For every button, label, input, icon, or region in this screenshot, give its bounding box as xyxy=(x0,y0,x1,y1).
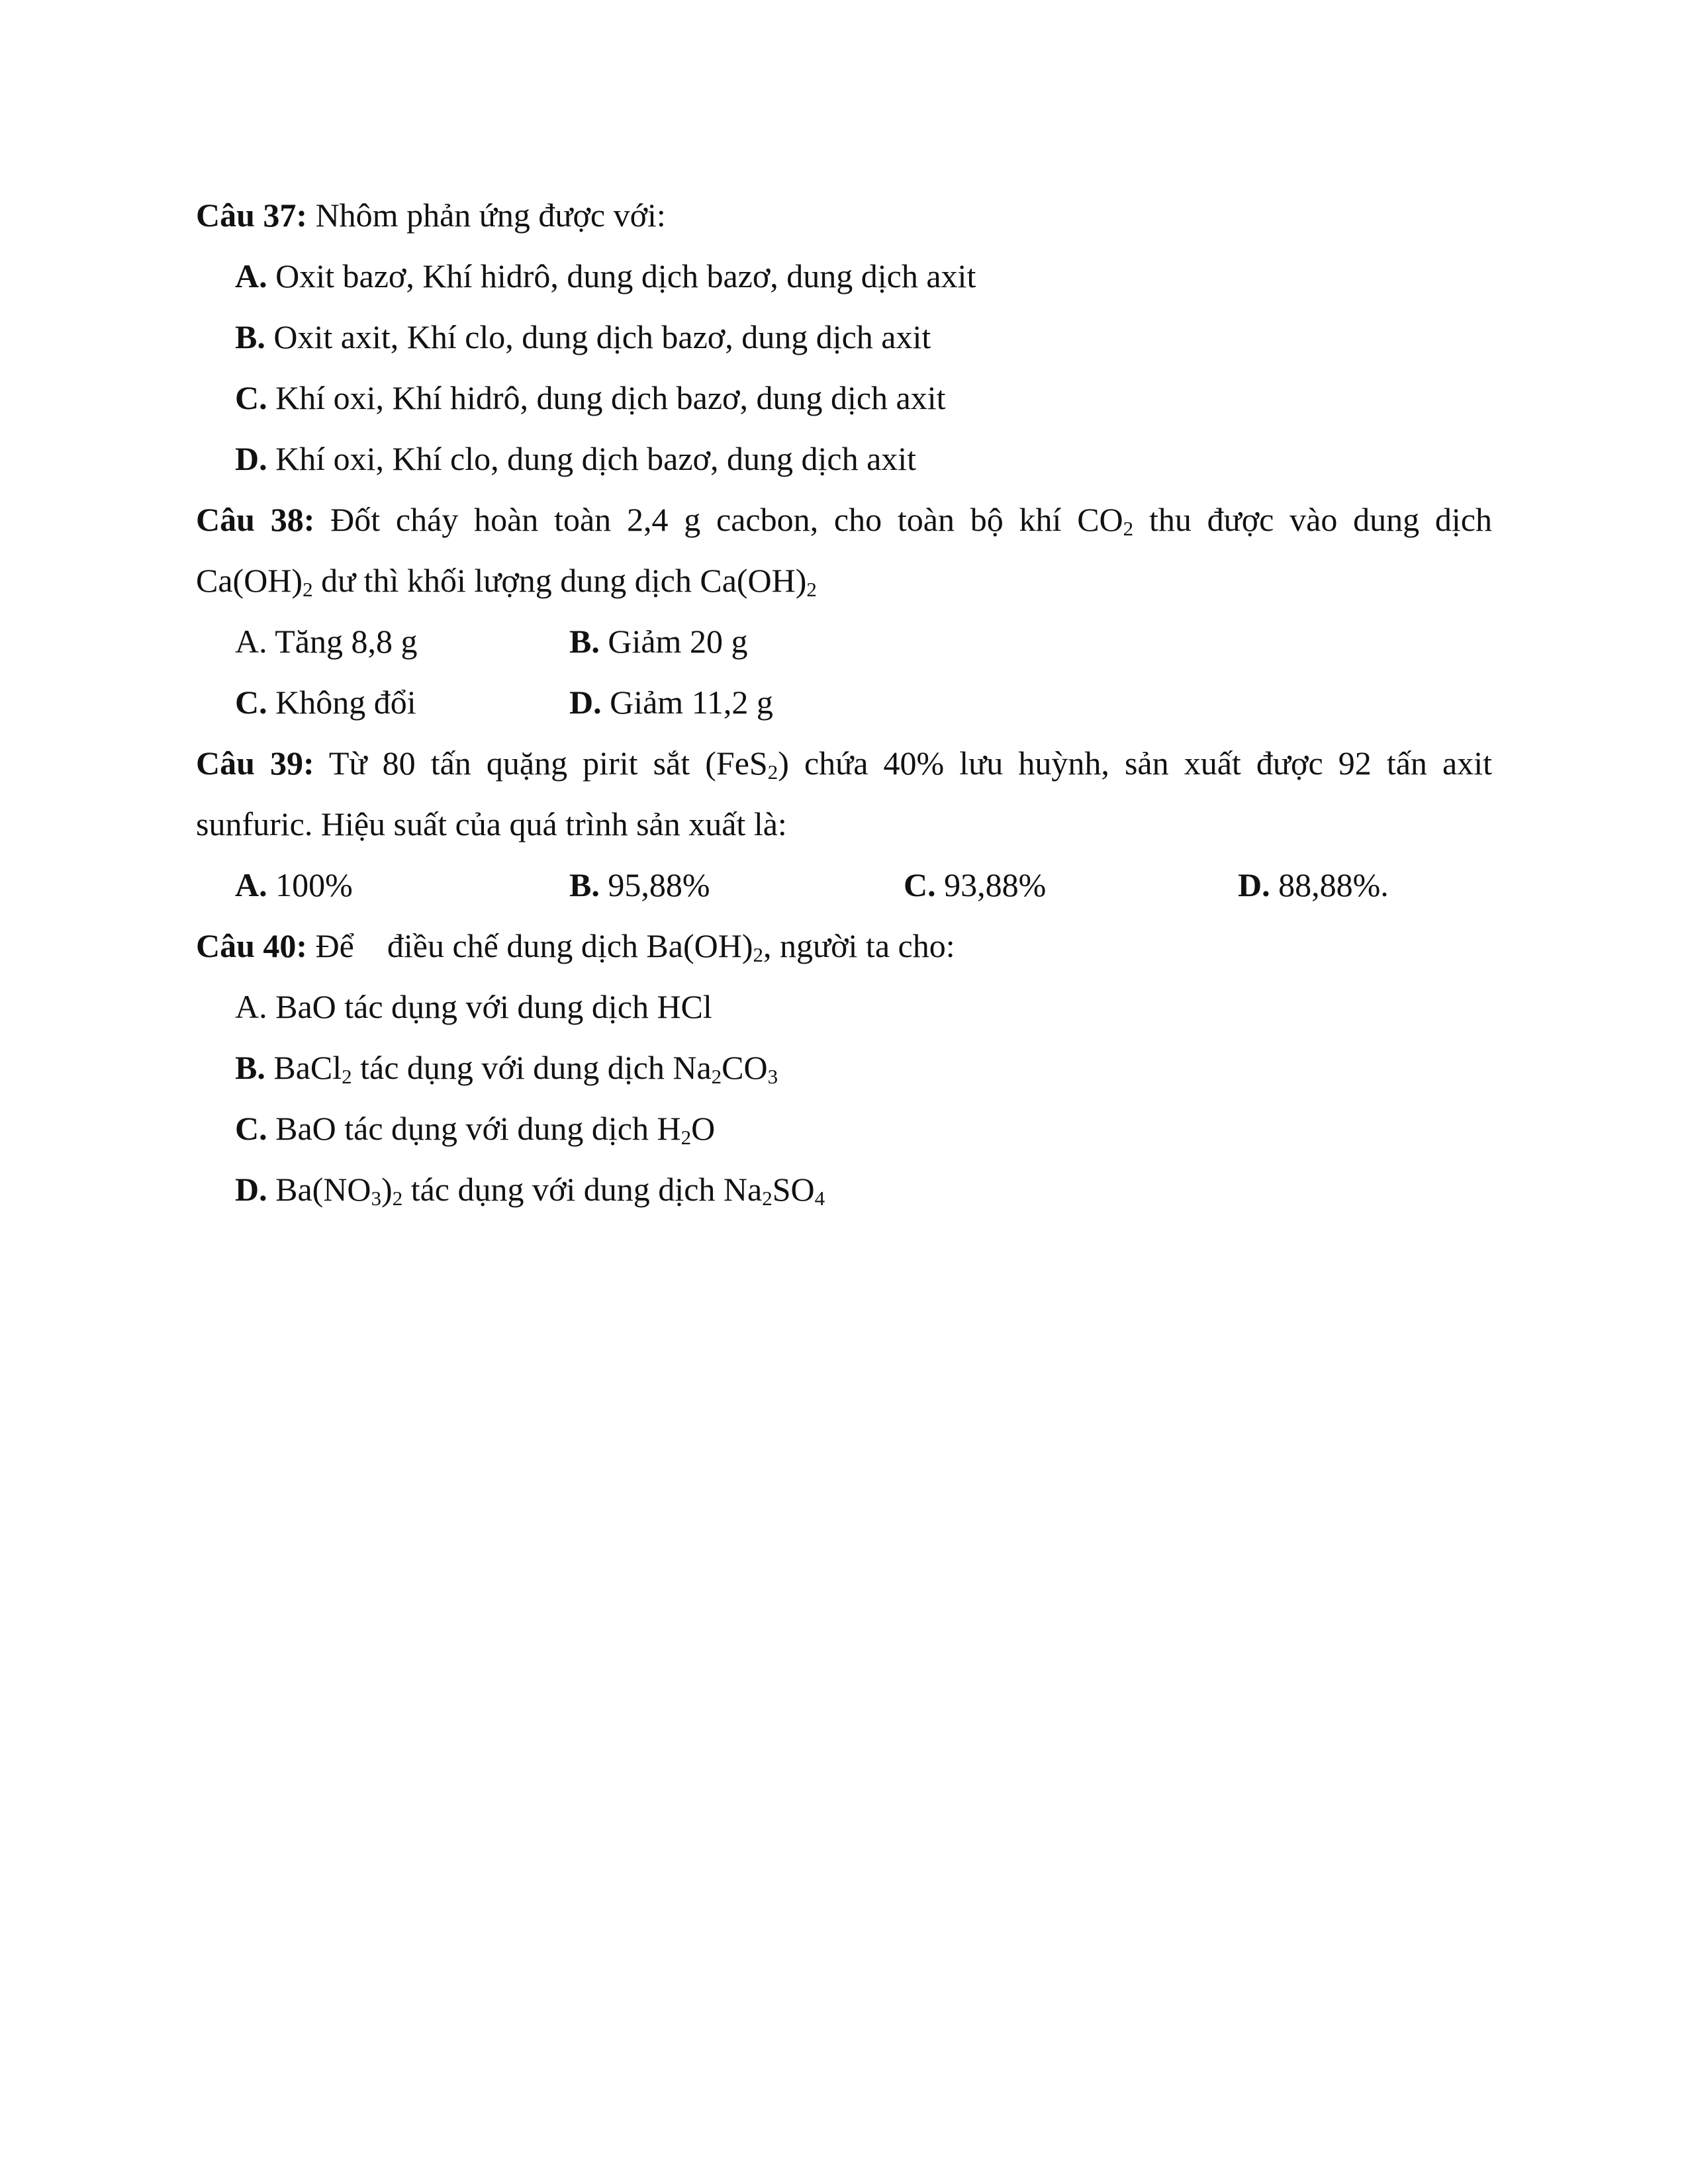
option-text: Khí oxi, Khí hidrô, dung dịch bazơ, dung dịch axit xyxy=(267,379,946,416)
subscript: 2 xyxy=(680,1125,692,1149)
stem-text: Từ 80 tấn quặng pirit sắt (FeS xyxy=(314,745,768,782)
subscript: 2 xyxy=(303,577,313,601)
option-text: CO xyxy=(722,1049,768,1086)
question-38-option-a xyxy=(235,621,417,661)
subscript: 2 xyxy=(806,577,817,601)
option-letter: D. xyxy=(569,684,602,721)
question-40-label: Câu 40: xyxy=(196,927,308,964)
subscript: 2 xyxy=(1123,516,1134,540)
subscript: 2 xyxy=(342,1064,352,1088)
option-letter: C. xyxy=(235,379,267,416)
option-text: Không đổi xyxy=(267,684,416,721)
option-letter: A. xyxy=(235,988,267,1025)
option-letter: C. xyxy=(235,1110,267,1147)
question-38-option-b xyxy=(569,621,747,661)
option-text: Tăng 8,8 g xyxy=(267,623,418,660)
subscript: 2 xyxy=(767,760,778,784)
stem-text: sunfuric. Hiệu suất của quá trình sản xuất là: xyxy=(196,805,787,842)
question-38-label: Câu 38: xyxy=(196,501,315,538)
subscript: 3 xyxy=(371,1186,382,1210)
option-letter: A. xyxy=(235,623,267,660)
question-37-stem xyxy=(196,195,666,235)
question-37-text: Nhôm phản ứng được với: xyxy=(307,197,666,234)
option-text: tác dụng với dung dịch Na xyxy=(352,1049,712,1086)
option-letter: B. xyxy=(235,318,265,355)
question-40-option-b xyxy=(235,1048,778,1087)
subscript: 2 xyxy=(762,1186,773,1210)
stem-text: Để điều chế dung dịch Ba(OH) xyxy=(307,927,753,964)
option-text: 100% xyxy=(267,866,353,903)
question-37-option-d xyxy=(235,439,916,478)
question-37-option-a xyxy=(235,256,976,296)
option-letter: C. xyxy=(904,866,936,903)
question-39-stem-line-1 xyxy=(196,743,1492,783)
question-39-stem-line-2 xyxy=(196,804,787,844)
option-letter: A. xyxy=(235,866,267,903)
question-37-option-c xyxy=(235,378,946,418)
question-40-option-a xyxy=(235,987,712,1026)
question-40-option-c xyxy=(235,1109,715,1148)
option-letter: D. xyxy=(235,440,267,477)
option-text: Giảm 20 g xyxy=(599,623,748,660)
question-39-label: Câu 39: xyxy=(196,745,314,782)
option-letter: B. xyxy=(235,1049,265,1086)
option-text: 93,88% xyxy=(935,866,1047,903)
option-text: ) xyxy=(381,1171,393,1208)
question-40-stem xyxy=(196,926,955,966)
option-letter: B. xyxy=(569,866,600,903)
subscript: 2 xyxy=(392,1186,403,1210)
option-text: Oxit axit, Khí clo, dung dịch bazơ, dung dịch axit xyxy=(265,318,931,355)
question-40-option-d xyxy=(235,1169,825,1209)
option-text: BaCl xyxy=(265,1049,342,1086)
option-text: 95,88% xyxy=(599,866,710,903)
question-39-option-a xyxy=(235,865,353,905)
option-text: Ba(NO xyxy=(267,1171,371,1208)
option-letter: D. xyxy=(235,1171,267,1208)
option-text: BaO tác dụng với dung dịch H xyxy=(267,1110,681,1147)
option-text: O xyxy=(691,1110,716,1147)
subscript: 2 xyxy=(753,942,763,966)
question-37-option-b xyxy=(235,317,931,357)
question-38-stem-line-1 xyxy=(196,500,1492,539)
question-39-option-b xyxy=(569,865,710,905)
option-letter: B. xyxy=(569,623,600,660)
option-letter: A. xyxy=(235,257,267,295)
subscript: 4 xyxy=(814,1186,825,1210)
option-letter: D. xyxy=(1238,866,1270,903)
stem-text: Ca(OH) xyxy=(196,562,303,599)
question-38-option-c xyxy=(235,682,416,722)
stem-text: , người ta cho: xyxy=(763,927,955,964)
stem-text: thu được vào dung dịch xyxy=(1133,501,1492,538)
option-text: Oxit bazơ, Khí hidrô, dung dịch bazơ, dung dịch axit xyxy=(267,257,976,295)
option-text: 88,88%. xyxy=(1270,866,1389,903)
option-text: Giảm 11,2 g xyxy=(601,684,773,721)
question-39-option-d xyxy=(1238,865,1389,905)
option-text: Khí oxi, Khí clo, dung dịch bazơ, dung dịch axit xyxy=(267,440,917,477)
question-38-stem-line-2 xyxy=(196,561,817,600)
stem-text: Đốt cháy hoàn toàn 2,4 g cacbon, cho toàn bộ khí CO xyxy=(314,501,1123,538)
question-37-label: Câu 37: xyxy=(196,197,308,234)
subscript: 3 xyxy=(767,1064,778,1088)
option-text: BaO tác dụng với dung dịch HCl xyxy=(267,988,712,1025)
subscript: 2 xyxy=(711,1064,722,1088)
stem-text: ) chứa 40% lưu huỳnh, sản xuất được 92 tấn axit xyxy=(778,745,1492,782)
option-text: SO xyxy=(772,1171,815,1208)
question-39-option-c xyxy=(904,865,1046,905)
question-38-option-d xyxy=(569,682,773,722)
stem-text: dư thì khối lượng dung dịch Ca(OH) xyxy=(312,562,807,599)
option-text: tác dụng với dung dịch Na xyxy=(402,1171,763,1208)
option-letter: C. xyxy=(235,684,267,721)
